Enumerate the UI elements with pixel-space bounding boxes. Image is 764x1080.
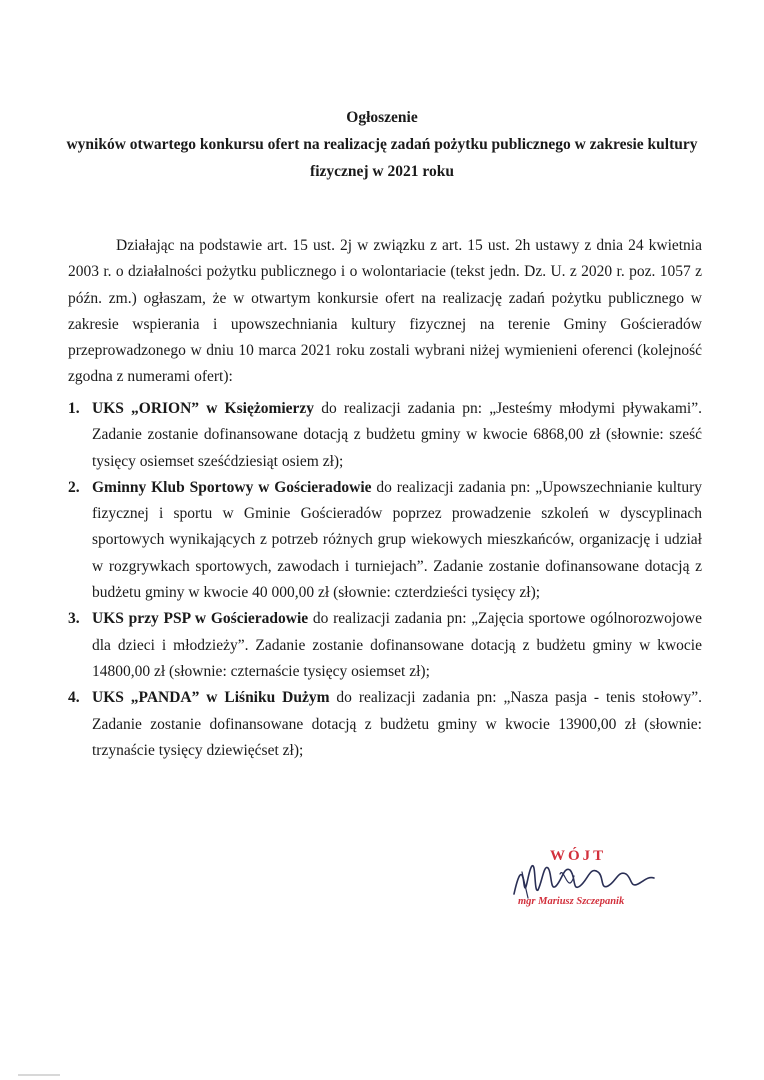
scan-edge-mark [18, 1074, 60, 1076]
item-description: do realizacji zadania pn: „Upowszechnianie kultury fizycznej i sportu w Gminie Gościeradów poprzez prowadzenie szkoleń w dyscyplinach sportowych wynikających z potrzeb różnych grup wiekowych mieszkańców, organizację i udział w rozgrywkach sportowych, zawodach i turniejach”. Zadanie zostanie dofinansowane dotacją z budżetu gminy w kwocie 40 000,00 zł (słownie: czterdzieści tysięcy zł); [92, 478, 702, 602]
list-item [68, 475, 702, 606]
list-item [68, 685, 702, 764]
announcement-subtitle-line-1: wyników otwartego konkursu ofert na realizację zadań pożytku publicznego w zakresie kultury [66, 136, 698, 153]
list-item [68, 606, 702, 685]
list-item [68, 396, 702, 475]
item-organization: UKS „PANDA” w Liśniku Dużym [92, 689, 330, 707]
item-description: do realizacji zadania pn: „Zajęcia sportowe ogólnorozwojowe dla dzieci i młodzieży”. Zadanie zostanie dofinansowane dotacją z budżetu gminy w kwocie 14800,00 zł (słownie: czternaście tysięcy osiemset zł); [92, 610, 702, 680]
stamp-title: WÓJT [550, 848, 607, 864]
announcement-subtitle-line-2: fizycznej w 2021 roku [310, 163, 454, 180]
item-organization: Gminny Klub Sportowy w Gościeradowie [92, 478, 372, 496]
item-organization: UKS przy PSP w Gościeradowie [92, 610, 309, 628]
results-list [68, 396, 702, 764]
intro-paragraph: Działając na podstawie art. 15 ust. 2j w związku z art. 15 ust. 2h ustawy z dnia 24 kwietnia 2003 r. o działalności pożytku publicznego i o wolontariacie (tekst jedn. Dz. U. z 2020 r. poz. 1057 z późn. zm.) ogłaszam, że w otwartym konkursie ofert na realizację zadań pożytku publicznego w zakresie wspierania i upowszechniania kultury fizycznej na terenie Gminy Gościeradów przeprowadzonego w dniu 10 marca 2021 roku zostali wybrani niżej wymienieni oferenci (kolejność zgodna z numerami ofert): [68, 237, 702, 386]
signature-flourish [522, 872, 574, 898]
signature-stamp [508, 836, 658, 912]
handwritten-signature [514, 866, 654, 894]
item-description: do realizacji zadania pn: „Nasza pasja - tenis stołowy”. Zadanie zostanie dofinansowane dotacją z budżetu gminy w kwocie 13900,00 zł (słownie: trzynaście tysięcy dziewięćset zł); [92, 689, 702, 759]
stamp-name: mgr Mariusz Szczepanik [518, 896, 625, 907]
item-number: 2. [68, 478, 80, 496]
item-organization: UKS „ORION” w Księżomierzy [92, 400, 315, 417]
announcement-header [0, 104, 764, 185]
announcement-title: Ogłoszenie [346, 109, 418, 126]
item-number: 3. [68, 610, 80, 628]
item-description: do realizacji zadania pn: „Jesteśmy młodymi pływakami”. Zadanie zostanie dofinansowane dotacją z budżetu gminy w kwocie 6868,00 zł (słownie: sześć tysięcy osiemset sześćdziesiąt osiem zł); [92, 400, 702, 470]
item-number: 1. [68, 400, 80, 417]
item-number: 4. [68, 689, 80, 707]
